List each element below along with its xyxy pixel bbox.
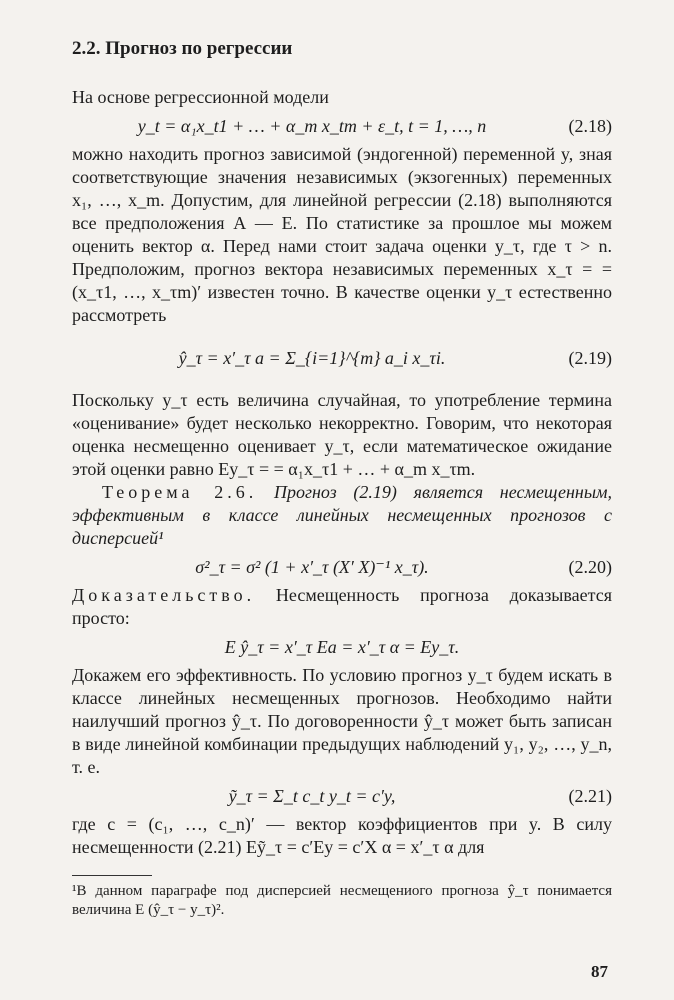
paragraph-1: можно находить прогноз зависимой (эндогенной) переменной y, зная соответствующие значения независимых (экзогенных) переменных x₁, …, x_m. Допустим, для линейной регрессии (2.18) выполняются все предположения А — Е. По статистике за прошлое мы можем оценить вектор α. Перед нами стоит задача оценки y_τ, где τ > n. Предположим, прогноз вектора независимых переменных x_τ = = (x_τ1, …, x_τm)′ известен точно. В качестве оценки y_τ естественно рассмотреть [72,144,612,325]
equation-2-21-formula: ỹ_τ = Σ_t c_t y_t = c′y, [228,785,396,806]
paragraph-2: Поскольку y_τ есть величина случайная, то употребление термина «оценивание» будет несколько некорректно. Говорим, что некоторая оценка несмещенно оценивает y_τ, если математическое ожидание этой оценки равно Ey_τ = = α₁x_τ1 + … + α_m x_τm. [72,390,612,479]
equation-2-18 [72,109,612,143]
theorem-text: Прогноз (2.19) является несмещенным, эффективным в классе линейных несмещенных прогнозов с дисперсией¹ [72,482,612,548]
page-content [72,38,612,920]
page-number: 87 [591,962,608,981]
footnote: ¹В данном параграфе под дисперсией несмещениого прогноза ŷ_τ понимается величина E (ŷ_τ − y_τ)². [72,883,612,918]
equation-2-21-number: (2.21) [568,785,612,806]
equation-2-19-formula: ŷ_τ = x′_τ a = Σ_{i=1}^{m} a_i x_τi. [178,347,446,368]
proof-text: Несмещенность прогноза доказывается просто: [72,585,612,628]
equation-unbiased [72,630,612,664]
paragraph-3: Докажем его эффективность. По условию прогноз y_τ будем искать в классе линейных несмещенных прогнозов. Необходимо найти наилучший прогноз ŷ_τ. По договоренности ŷ_τ может быть записан в виде линейной комбинации предыдущих наблюдений y₁, y₂, …, y_n, т. е. [72,665,612,777]
equation-2-20-formula: σ²_τ = σ² (1 + x′_τ (X′ X)⁻¹ x_τ). [195,556,429,577]
proof-label: Доказательство. [72,585,256,605]
equation-2-18-number: (2.18) [568,115,612,136]
theorem [72,481,612,550]
paragraph-4: где c = (c₁, …, c_n)′ — вектор коэффициентов при y. В силу несмещенности (2.21) Eỹ_τ = c′Ey = c′X α = x′_τ α для [72,814,612,857]
equation-2-18-formula: y_t = α₁x_t1 + … + α_m x_tm + ε_t, t = 1, …, n [137,115,487,136]
equation-2-20 [72,550,612,584]
intro-text: На основе регрессионной модели [72,87,329,107]
equation-2-20-number: (2.20) [568,556,612,577]
proof [72,584,612,630]
equation-unbiased-formula: E ŷ_τ = x′_τ Ea = x′_τ α = Ey_τ. [224,636,460,657]
equation-2-19-number: (2.19) [568,347,612,368]
theorem-label: Теорема 2.6. [102,482,258,502]
footnote-divider [72,875,152,876]
section-title: 2.2. Прогноз по регрессии [72,38,293,59]
equation-2-19 [72,327,612,389]
equation-2-21 [72,779,612,813]
